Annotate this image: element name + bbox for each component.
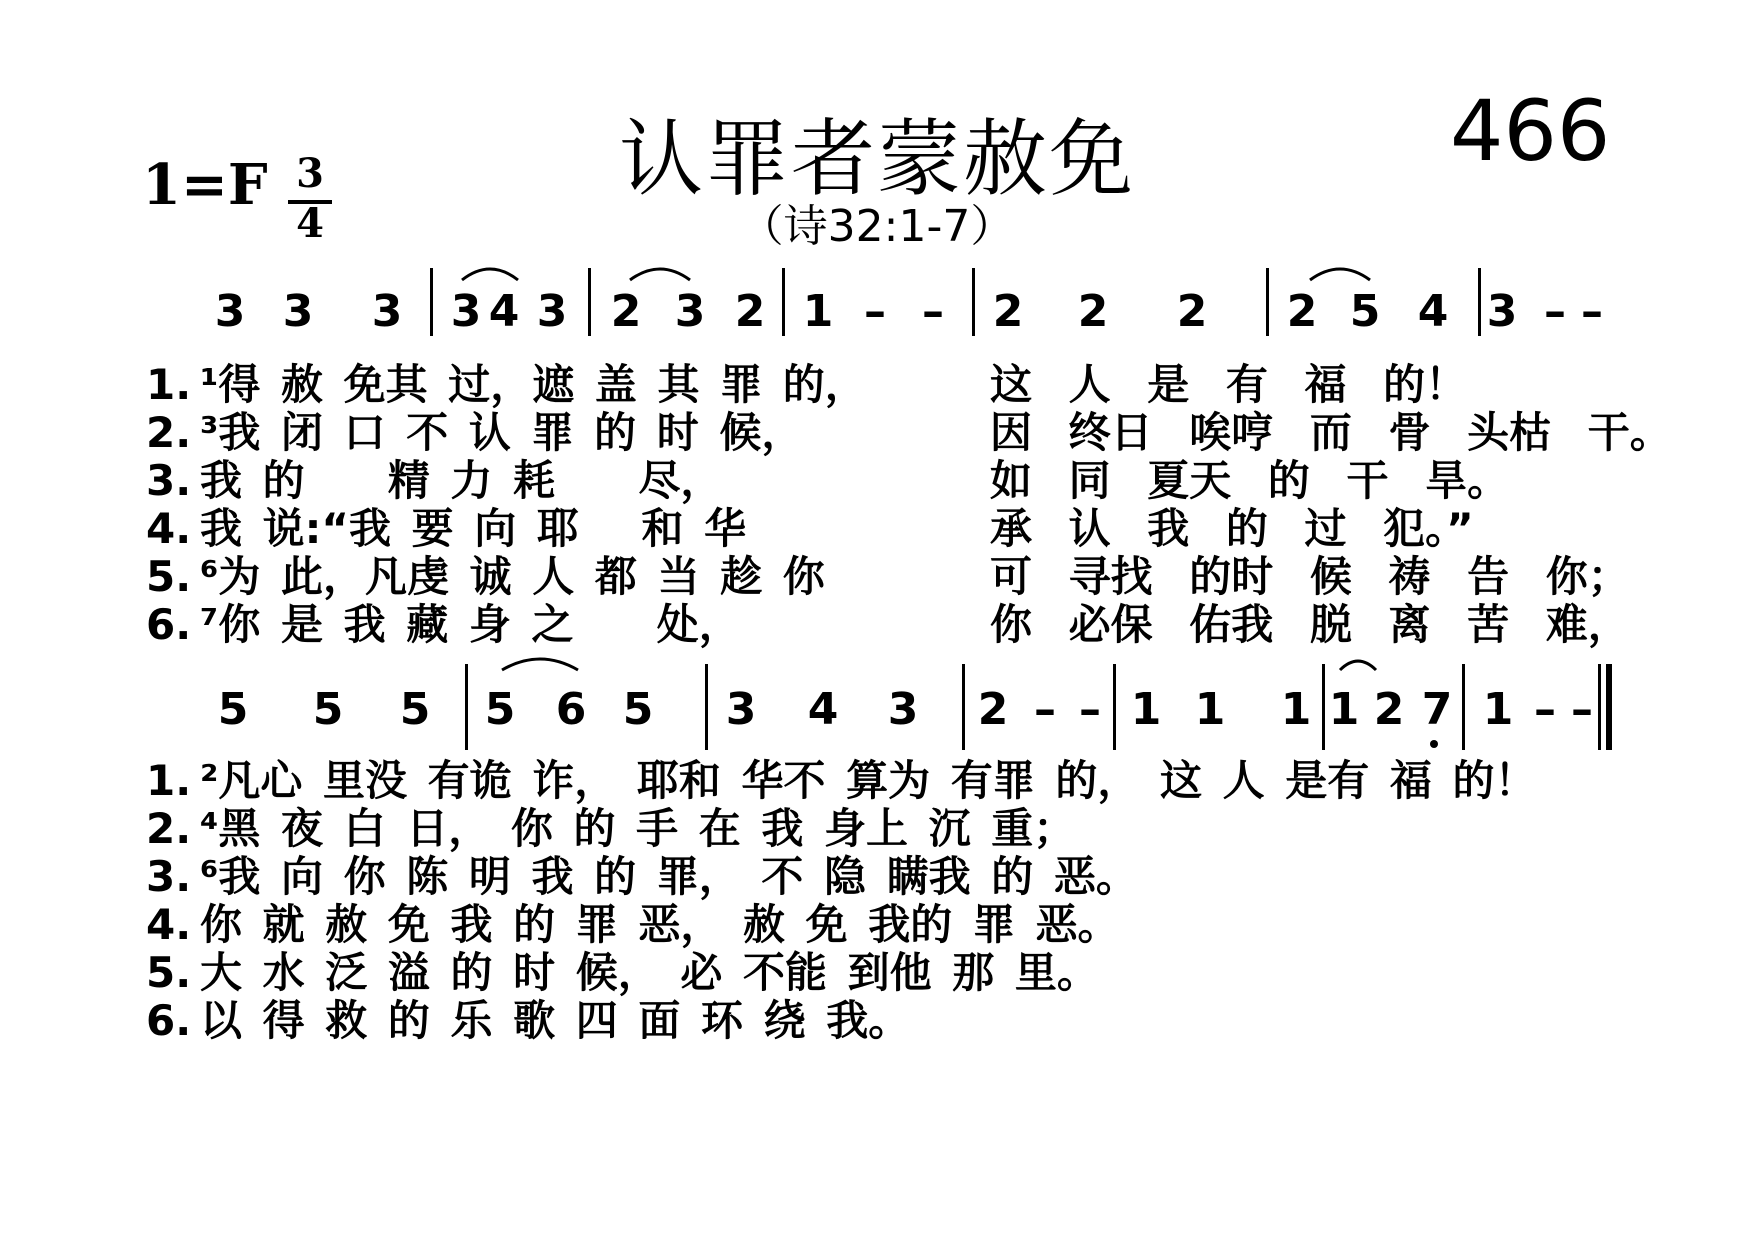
note: 5 bbox=[312, 684, 344, 735]
note: 4 bbox=[807, 684, 839, 735]
hymn-title: 认罪者蒙赦免 bbox=[618, 110, 1135, 208]
note: – bbox=[1544, 286, 1566, 337]
note: 2 bbox=[1077, 286, 1109, 337]
verse-number: 2. bbox=[146, 804, 192, 853]
note: 3 bbox=[1486, 286, 1518, 337]
lyric-line-continued: 这 人 是 有 福 的！ bbox=[990, 360, 1468, 409]
verse-number: 3. bbox=[146, 852, 192, 901]
note: – bbox=[1534, 684, 1556, 735]
note: 1 bbox=[1328, 684, 1360, 735]
note: 3 bbox=[536, 286, 568, 337]
note: 1 bbox=[1130, 684, 1162, 735]
lyric-line: 大 水 泛 溢 的 时 候， 必 不能 到他 那 里。 bbox=[200, 948, 1099, 997]
lyric-line: ⁴黑 夜 白 日， 你 的 手 在 我 身上 沉 重； bbox=[200, 804, 1076, 853]
lyric-line-continued: 承 认 我 的 过 犯。” bbox=[990, 504, 1474, 553]
note: 2 bbox=[992, 286, 1024, 337]
lyric-line: ¹得 赦 免其 过，遮 盖 其 罪 的， bbox=[200, 360, 867, 409]
lyric-line: ²凡心 里没 有诡 诈， 耶和 华不 算为 有罪 的， 这 人 是有 福 的！ bbox=[200, 756, 1537, 805]
note: 3 bbox=[450, 286, 482, 337]
lyric-line: 我 说:“我 要 向 耶 和 华 bbox=[200, 504, 747, 553]
final-bar-line bbox=[1598, 664, 1601, 750]
note: – bbox=[1571, 684, 1593, 735]
note: 1 bbox=[1280, 684, 1312, 735]
note: 2 bbox=[1286, 286, 1318, 337]
verse-number: 1. bbox=[146, 756, 192, 805]
note: – bbox=[1034, 684, 1056, 735]
note: 3 bbox=[282, 286, 314, 337]
verse-number: 3. bbox=[146, 456, 192, 505]
note: 3 bbox=[887, 684, 919, 735]
note: – bbox=[864, 286, 886, 337]
hymn-number: 466 bbox=[1450, 82, 1611, 180]
lyric-line-continued: 如 同 夏天 的 干 旱。 bbox=[990, 456, 1510, 505]
bar-line bbox=[1113, 664, 1116, 750]
note: 2 bbox=[610, 286, 642, 337]
note: 5 bbox=[622, 684, 654, 735]
verse-number: 4. bbox=[146, 900, 192, 949]
lyric-line: ⁶为 此，凡虔 诚 人 都 当 趁 你 bbox=[200, 552, 825, 601]
slur-4 bbox=[500, 648, 580, 672]
lyric-line: ³我 闭 口 不 认 罪 的 时 候， bbox=[200, 408, 804, 457]
note: 5 bbox=[217, 684, 249, 735]
note: 1 bbox=[802, 286, 834, 337]
note: 2 bbox=[1176, 286, 1208, 337]
lyric-line: 我 的 精 力 耗 尽， bbox=[200, 456, 723, 505]
note: 5 bbox=[484, 684, 516, 735]
lyric-line-continued: 因 终日 唉哼 而 骨 头枯 干。 bbox=[990, 408, 1672, 457]
slur-5 bbox=[1338, 652, 1378, 672]
note: 5 bbox=[1349, 286, 1381, 337]
bar-line bbox=[430, 268, 433, 336]
note: 3 bbox=[674, 286, 706, 337]
bar-line bbox=[1266, 268, 1269, 336]
note: 2 bbox=[977, 684, 1009, 735]
time-signature-bottom: 4 bbox=[296, 200, 324, 247]
bar-line bbox=[588, 268, 591, 336]
note: 7 bbox=[1421, 684, 1453, 735]
bar-line bbox=[1478, 268, 1481, 336]
bar-line bbox=[705, 664, 708, 750]
note: – bbox=[922, 286, 944, 337]
bar-line bbox=[1322, 664, 1325, 750]
note: 3 bbox=[725, 684, 757, 735]
time-signature-top: 3 bbox=[296, 150, 324, 197]
note: 2 bbox=[1373, 684, 1405, 735]
verse-number: 1. bbox=[146, 360, 192, 409]
verse-number: 5. bbox=[146, 552, 192, 601]
lyric-line-continued: 你 必保 佑我 脱 离 苦 难， bbox=[990, 600, 1630, 649]
note: 2 bbox=[734, 286, 766, 337]
note: 4 bbox=[1417, 286, 1449, 337]
note: 4 bbox=[488, 286, 520, 337]
bar-line bbox=[972, 268, 975, 336]
lyric-line: ⁶我 向 你 陈 明 我 的 罪， 不 隐 瞒我 的 恶。 bbox=[200, 852, 1138, 901]
slur-1 bbox=[460, 258, 520, 282]
bar-line bbox=[1462, 664, 1465, 750]
verse-number: 2. bbox=[146, 408, 192, 457]
lyric-line: ⁷你 是 我 藏 身 之 处， bbox=[200, 600, 741, 649]
scripture-reference: （诗32:1-7） bbox=[739, 201, 1015, 252]
lyric-line: 以 得 救 的 乐 歌 四 面 环 绕 我。 bbox=[200, 996, 911, 1045]
verse-number: 4. bbox=[146, 504, 192, 553]
slur-3 bbox=[1308, 258, 1372, 282]
bar-line bbox=[782, 268, 785, 336]
verse-number: 5. bbox=[146, 948, 192, 997]
lyric-line: 你 就 赦 免 我 的 罪 恶， 赦 免 我的 罪 恶。 bbox=[200, 900, 1120, 949]
final-bar-line bbox=[1606, 664, 1612, 750]
note: – bbox=[1581, 286, 1603, 337]
bar-line bbox=[465, 664, 468, 750]
note: 1 bbox=[1194, 684, 1226, 735]
note: 3 bbox=[214, 286, 246, 337]
note: – bbox=[1079, 684, 1101, 735]
key-signature: 1=F bbox=[142, 152, 268, 218]
lyric-line-continued: 可 寻找 的时 候 祷 告 你； bbox=[990, 552, 1630, 601]
lower-octave-dot bbox=[1430, 740, 1438, 748]
bar-line bbox=[962, 664, 965, 750]
verse-number: 6. bbox=[146, 600, 192, 649]
note: 3 bbox=[371, 286, 403, 337]
note: 1 bbox=[1482, 684, 1514, 735]
note: 6 bbox=[555, 684, 587, 735]
slur-2 bbox=[628, 258, 692, 282]
verse-number: 6. bbox=[146, 996, 192, 1045]
note: 5 bbox=[399, 684, 431, 735]
